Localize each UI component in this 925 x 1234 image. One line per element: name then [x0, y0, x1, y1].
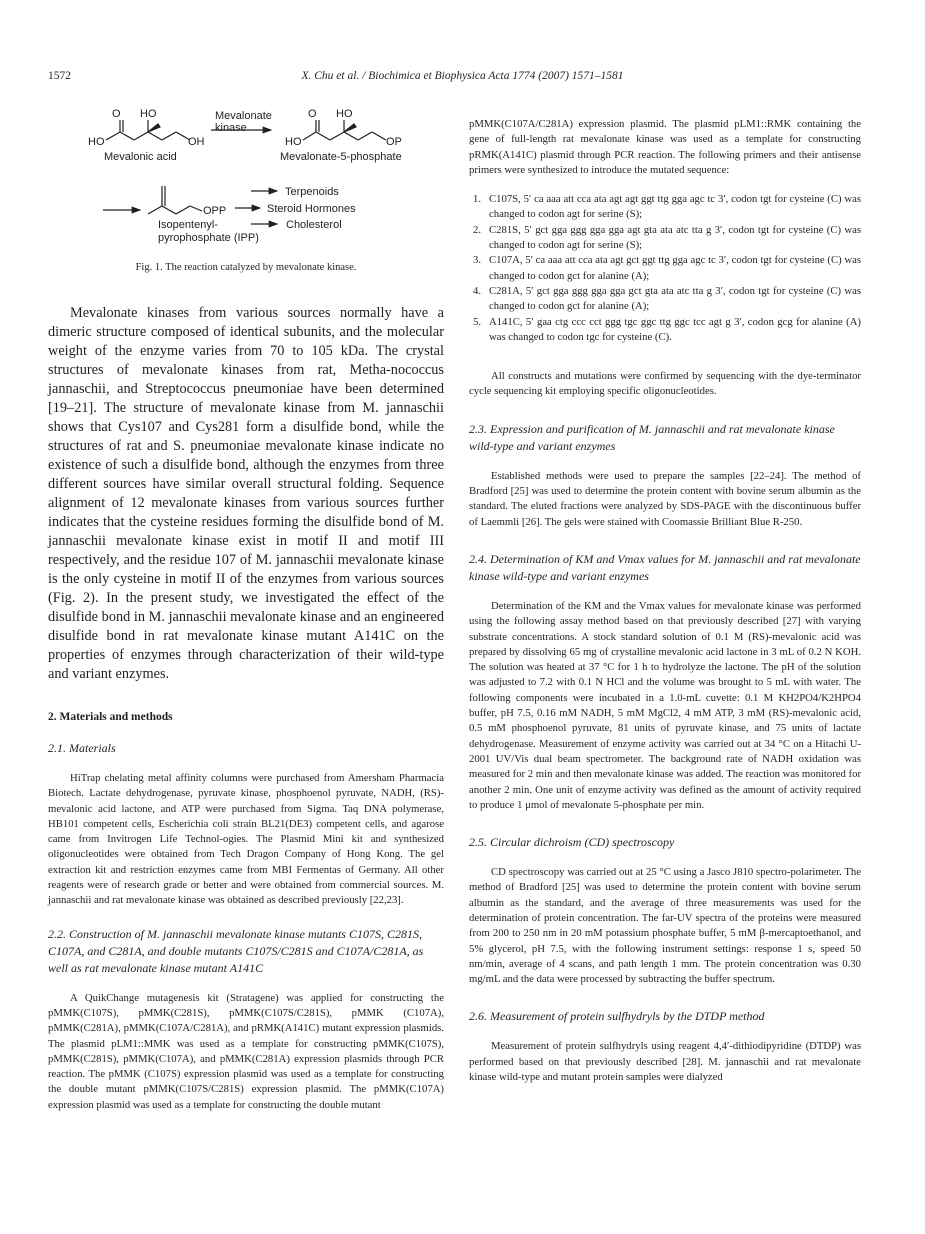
enzyme-label-line1: Mevalonate	[215, 110, 272, 122]
construction-paragraph: A QuikChange mutagenesis kit (Stratagene) was applied for constructing the pMMK(C107S), pMMK(C281S), pMMK(C107S/C281S), pMMK (C107A), pMMK(C281A), pMMK(C107A/C281A), and pRMK(A141C) mutant expression plasmids. The plasmid pLM1::MMK was used as a template for constructing pMMK(C107S), pMMK(C281S), pMMK(C107A), and pMMK(C281A) expression plasmids through PCR reaction. The pMMK (C107S) expression plasmid was used as a template for constructing the double mutant pMMK(C107S/C281S) expression plasmid. The pMMK(C107A) expression plasmid was used as a template for constructing the double mutant	[48, 991, 444, 1111]
mevalonic-acid-structure	[106, 120, 190, 140]
figure-caption: Fig. 1. The reaction catalyzed by mevalonate kinase.	[135, 262, 357, 273]
terpenoids-label: Terpenoids	[285, 186, 339, 198]
subsection-heading: 2.6. Measurement of protein sulfhydryls by the DTDP method	[469, 1009, 765, 1024]
dtdp-paragraph: Measurement of protein sulfhydryls using reagent 4,4′-dithiodipyridine (DTDP) was performed based on that previously described [28]. M. jannaschii and rat mevalonate kinase wild-type and mutant protein samples were dialyzed	[469, 1040, 861, 1084]
atom-o-label: O	[308, 108, 317, 120]
list-item: 1. C107S, 5′ ca aaa att cca ata agt agt ggt ttg gga agc tc 3′, codon tgt for cysteine (C) was changed to codon agt for serine (S);	[473, 193, 861, 221]
ipp-structure	[148, 186, 202, 214]
purification-paragraph: Established methods were used to prepare the samples [22–24]. The method of Bradford [25] was used to determine the protein content with bovine serum albumin as the standard. The eluted fractions were analyzed by SDS-PAGE with the discontinuous buffer of Laemmli [26]. The gels were stained with Coomassie Brilliant Blue R-250.	[469, 469, 861, 528]
mevalonic-acid-label: Mevalonic acid	[104, 151, 177, 163]
atom-ho-label: HO	[140, 108, 157, 120]
running-header: X. Chu et al. / Biochimica et Biophysica Acta 1774 (2007) 1571–1581	[301, 70, 624, 82]
subsection-heading: 2.4. Determination of KM and Vmax values for M. jannaschii and rat mevalonate kinase wild-type and variant enzymes	[469, 551, 861, 583]
atom-o-label: O	[112, 108, 121, 120]
sequencing-paragraph: All constructs and mutations were confirmed by sequencing with the dye-terminator cycle sequencing kit employing specific oligonucleotides.	[469, 370, 861, 398]
subsection-heading: 2.2. Construction of M. jannaschii mevalonate kinase mutants C107S, C281S, C107A, and C281A, and double mutants C107S/C281S and C107A/C281A, as well as rat mevalonate kinase mutant A141C	[48, 926, 424, 975]
left-column	[48, 100, 444, 1113]
list-item: 4. C281A, 5′ gct gga ggg gga gga gct gta ata atc tta g 3′, codon tgt for cysteine (C) was changed to codon gct for alanine (A);	[473, 284, 861, 313]
mevalonate-5-phosphate-label: Mevalonate-5-phosphate	[280, 151, 402, 163]
subsection-heading: 2.5. Circular dichroism (CD) spectroscopy	[469, 835, 675, 850]
mevalonate-5-phosphate-structure	[303, 120, 386, 140]
materials-paragraph: HiTrap chelating metal affinity columns were purchased from Amersham Pharmacia Biotech. Lactate dehydrogenase, pyruvate kinase, phosphoenol pyruvate, NADH, (RS)-mevalonic acid lactone, and ATP were purchased from Sigma. Taq DNA polymerase, HB101 competent cells, Escherichia coli strain BL21(DE3) competent cells, and agarose came from Invitrogen Life Technol-ogies. The Plasmid Mini kit and synthesized oligonucleotides were obtained from Tech Dragon Company of Hong Kong. The gel extraction kit and restriction enzymes came from MBI Fermentas of Germany. All other reagents were of research grade or better and were obtained from commercial sources. M. jannaschii and rat mevalonate kinase was obtained as described previously [22,23].	[48, 772, 444, 907]
cholesterol-label: Cholesterol	[286, 219, 342, 231]
subsection-heading: 2.1. Materials	[48, 741, 116, 755]
cd-paragraph: CD spectroscopy was carried out at 25 °C using a Jasco J810 spectro-polarimeter. The method of Bradford [25] was used to determine the protein content with bovine serum albumin as the standard, and the average of three measurements was used for the determination of protein concentration. The far-UV spectra of the proteins were measured from 200 to 250 nm in 20 mM potassium phosphate buffer, 5 mM β-mercaptoethanol, and 5% glycerol, pH 7.5, with the following instrument settings: response 1 s, speed 50 nm/min, average of 4 scans, and path length 1 mm. The protein concentration was 0.30 mg/mL and the data were processed by subtracting the buffer spectrum.	[469, 866, 861, 986]
atom-ho-label: HO	[285, 136, 302, 148]
list-item: 5. A141C, 5′ gaa ctg ccc cct ggg tgc ggc ttg ggc tcc agt g 3′, codon gcg for alanine (A) was changed to codon tgc for cysteine (C).	[473, 315, 861, 343]
atom-ho-label: HO	[88, 136, 105, 148]
list-item: 2. C281S, 5′ gct gga ggg gga gga agt gta ata atc tta g 3′, codon tgt for cysteine (C) was changed to codon agt for serine (S);	[473, 223, 861, 252]
intro-paragraph: Mevalonate kinases from various sources normally have a dimeric structure composed of identical subunits, and the molecular weight of the enzyme varies from 70 to 105 kDa. The crystal structures of mevalonate kinases from rat, Metha-nococcus jannaschii, and Streptococcus pneumoniae have been determined [19–21]. The structure of mevalonate kinase from M. jannaschii shows that Cys107 and Cys281 form a disulfide bond, while the structures of rat and S. pneumoniae mevalonate kinase indicate no existence of such a disulfide bond, although the enzymes from three different sources have similar overall structural folding. Sequence alignment of 12 mevalonate kinases from various sources further indicates that the cysteine residues forming the disulfide bond of M. jannaschii mevalonate kinase exist in motif II and motif III respectively, and the residue 107 of M. jannaschii mevalonate kinase is the only cysteine in motif II of the enzymes from various sources (Fig. 2). In the present study, we investigated the effect of the disulfide bond in M. jannaschii mevalonate kinase and an engineered disulfide bond in rat mevalonate kinase mutant A141C on the properties of enzymes through characterization of their wild-type and variant enzymes.	[48, 305, 444, 682]
kinetics-paragraph: Determination of the KM and the Vmax values for mevalonate kinase was performed using the following assay method based on that previously described [27] with varying substrate concentrations. A stock standard solution of 0.1 M (RS)-mevalonic acid was prepared by dissolving 65 mg of crystalline mevalonic acid lactone in 3 mL of 0.2 N KOH. The solution was heated at 37 °C for 1 h to hydrolyze the lactone. The pH of the solution was adjusted to 7.2 with 0.1 N HCl and the volume was brought to 5 mL with water. The following components were incubated in a 1.0-mL cuvette: 0.1 M KH2PO4/K2HPO4 buffer, pH 7.5, 0.16 mM NADH, 5 mM MgCl2, 4 mM ATP, 3 mM (RS)-mevalonic acid, 0.5 mM phosphoenol pyruvate, 81 units of pyruvate kinase, and 75 units of lactate dehydrogenase. Measurement of enzyme activity was carried out at 34 °C on a Hitachi U-2001 UV/Vis dual beam spectrometer. The background rate of NADH oxidation was measured for 2 min and then mevalonate kinase was added. The reaction was monitored for another 2 min. One unit of enzyme activity was defined as the amount of activity required to produce 1 μmol of mevalonate 5-phosphate per min.	[469, 599, 861, 811]
right-column	[469, 117, 861, 1085]
subsection-heading: 2.3. Expression and purification of M. jannaschii and rat mevalonate kinase wild-type and variant enzymes	[469, 421, 835, 453]
enzyme-label-line2: kinase	[215, 122, 247, 134]
continuation-paragraph: pMMK(C107A/C281A) expression plasmid. The plasmid pLM1::RMK containing the gene of full-length rat mevalonate kinase was used as a template for constructing pRMK(A141C) plasmid through PCR reaction. The following primers and their antisense primers were synthesized to introduce the mutated sequence:	[469, 118, 861, 176]
section-heading: 2. Materials and methods	[48, 711, 173, 723]
page-number: 1572	[48, 70, 71, 82]
atom-op-label: OP	[386, 136, 402, 148]
atom-oh-label: OH	[188, 136, 205, 148]
steroid-hormones-label: Steroid Hormones	[267, 203, 356, 215]
ipp-label-line1: Isopentenyl-	[158, 219, 218, 231]
ipp-label-line2: pyrophosphate (IPP)	[158, 232, 259, 244]
figure-1	[48, 100, 444, 260]
primer-list	[469, 192, 861, 345]
list-item: 3. C107A, 5′ ca aaa att cca ata agt gct ggt ttg gga agc tc 3′, codon tgt for cysteine (C) was changed to codon gct for alanine (A);	[473, 254, 861, 282]
atom-ho-label: HO	[336, 108, 353, 120]
reaction-scheme-diagram	[48, 100, 444, 260]
atom-opp-label: OPP	[203, 205, 227, 217]
